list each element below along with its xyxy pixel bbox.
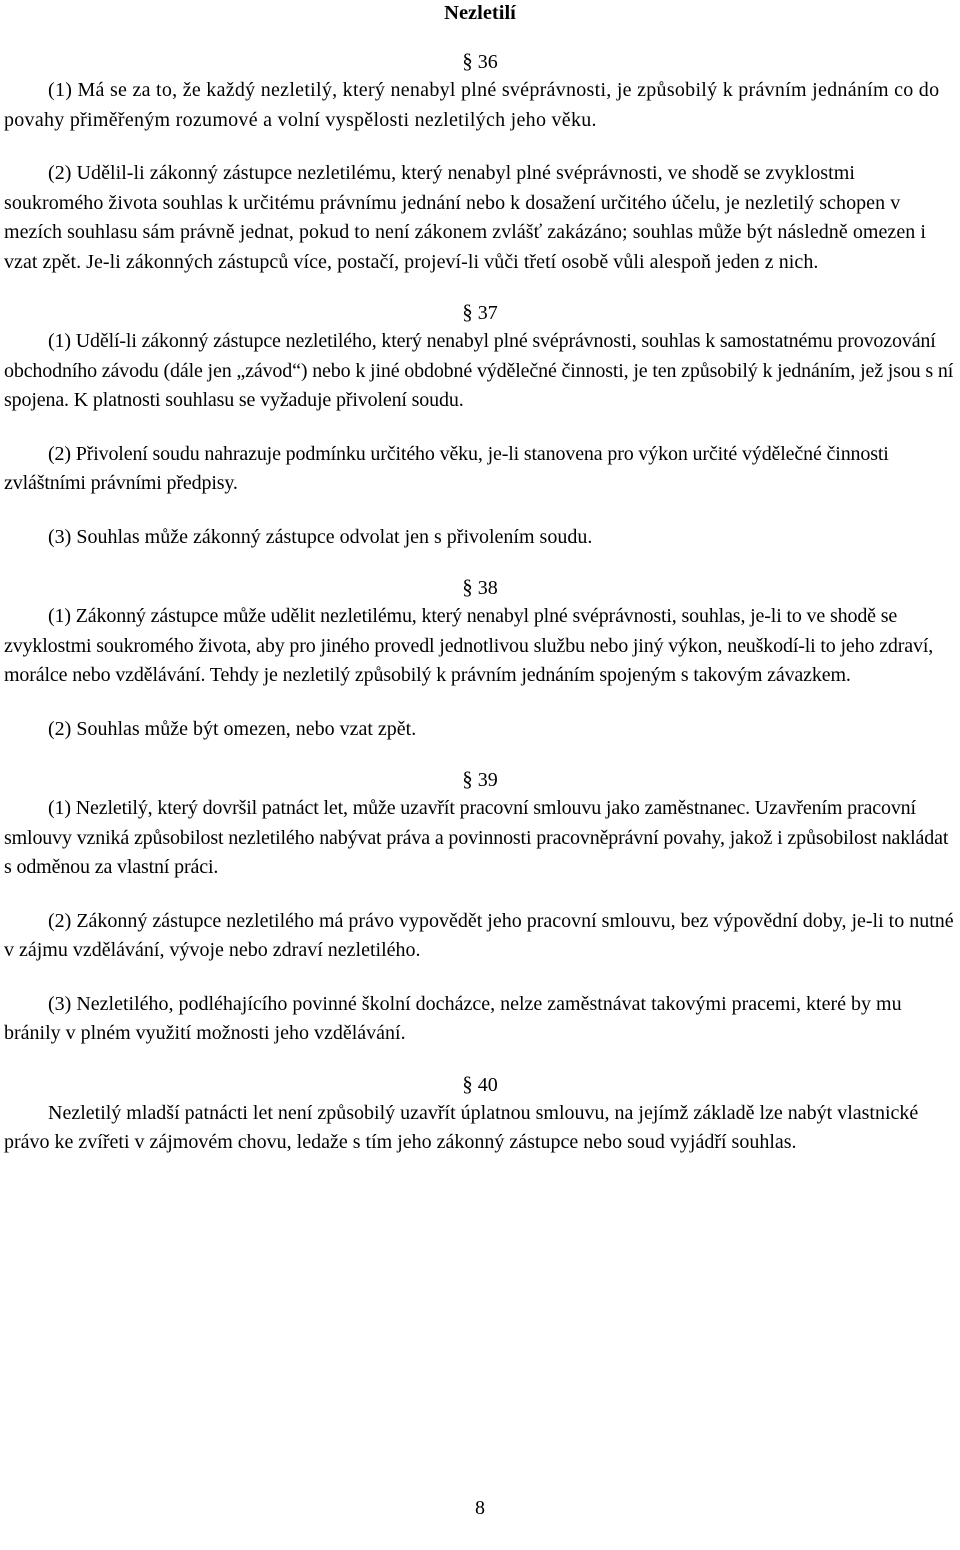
paragraph-36-1: (1) Má se za to, že každý nezletilý, který nenabyl plné svéprávnosti, je způsobilý k právním jednáním co do povahy přiměřeným rozumové a volní vyspělosti nezletilých jeho věku.	[4, 79, 940, 131]
paragraph-38-1: (1) Zákonný zástupce může udělit nezletilému, který nenabyl plné svéprávnosti, souhlas, je-li to ve shodě se zvyklostmi soukromého života, aby pro jiného provedl jednotlivou službu nebo jiný výkon, neuškodí-li to jeho zdraví, morálce nebo vzdělávání. Tehdy je nezletilý způsobilý k právním jednáním spojeným s takovým závazkem.	[4, 605, 934, 686]
paragraph-39-1: (1) Nezletilý, který dovršil patnáct let, může uzavřít pracovní smlouvu jako zaměstnanec. Uzavřením pracovní smlouvy vzniká způsobilost nezletilého nabývat práva a povinnosti pracovněprávní povahy, jakož i způsobilost nakládat s odměnou za vlastní práci.	[4, 797, 949, 878]
section-number: 37	[477, 302, 498, 324]
section-37-heading	[4, 297, 956, 327]
paragraph-40: Nezletilý mladší patnácti let není způsobilý uzavřít úplatnou smlouvu, na jejímž základě lze nabýt vlastnické právo ke zvířeti v zájmovém chovu, ledaže s tím jeho zákonný zástupce nebo soud vyjádří souhlas.	[4, 1101, 919, 1153]
section-36-heading	[4, 46, 956, 76]
paragraph-38-2: (2) Souhlas může být omezen, nebo vzat zpět.	[48, 717, 417, 740]
section-symbol: §	[462, 767, 473, 791]
paragraph-37-2: (2) Přivolení soudu nahrazuje podmínku určitého věku, je-li stanovena pro výkon určité výdělečné činnosti zvláštními právními předpisy.	[4, 442, 889, 494]
paragraph-39-2: (2) Zákonný zástupce nezletilého má právo vypovědět jeho pracovní smlouvu, bez výpovědní doby, je-li to nutné v zájmu vzdělávání, vývoje nebo zdraví nezletilého.	[4, 909, 954, 961]
section-number: 36	[477, 51, 498, 73]
section-symbol: §	[462, 300, 473, 324]
section-40-heading	[4, 1069, 956, 1099]
section-38-heading	[4, 572, 956, 602]
section-39-heading	[4, 764, 956, 794]
paragraph-37-1: (1) Udělí-li zákonný zástupce nezletilého, který nenabyl plné svéprávnosti, souhlas k samostatnému provozování obchodního závodu (dále jen „závod“) nebo k jiné obdobné výdělečné činnosti, je ten způsobilý k jednáním, jež jsou s ní spojena. K platnosti souhlasu se vyžaduje přivolení soudu.	[4, 330, 954, 411]
document-heading: Nezletilí	[444, 2, 516, 24]
paragraph-37-3: (3) Souhlas může zákonný zástupce odvolat jen s přivolením soudu.	[48, 525, 593, 548]
paragraph-36-2: (2) Udělil-li zákonný zástupce nezletilému, který nenabyl plné svéprávnosti, ve shodě se zvyklostmi soukromého života souhlas k určitému právnímu jednání nebo k dosažení určitého účelu, je nezletilý schopen v mezích souhlasu sám právně jednat, pokud to není zákonem zvlášť zakázáno; souhlas může být následně omezen i vzat zpět. Je-li zákonných zástupců více, postačí, projeví-li vůči třetí osobě vůli alespoň jeden z nich.	[4, 162, 926, 273]
section-symbol: §	[462, 49, 473, 73]
section-symbol: §	[462, 575, 473, 599]
paragraph-39-3: (3) Nezletilého, podléhajícího povinné školní docházce, nelze zaměstnávat takovými pracemi, které by mu bránily v plném využití možnosti jeho vzdělávání.	[4, 992, 902, 1044]
section-number: 39	[477, 769, 498, 791]
page-number: 8	[475, 1497, 485, 1519]
section-number: 38	[477, 577, 498, 599]
section-symbol: §	[462, 1071, 473, 1096]
section-number: 40	[477, 1073, 498, 1096]
